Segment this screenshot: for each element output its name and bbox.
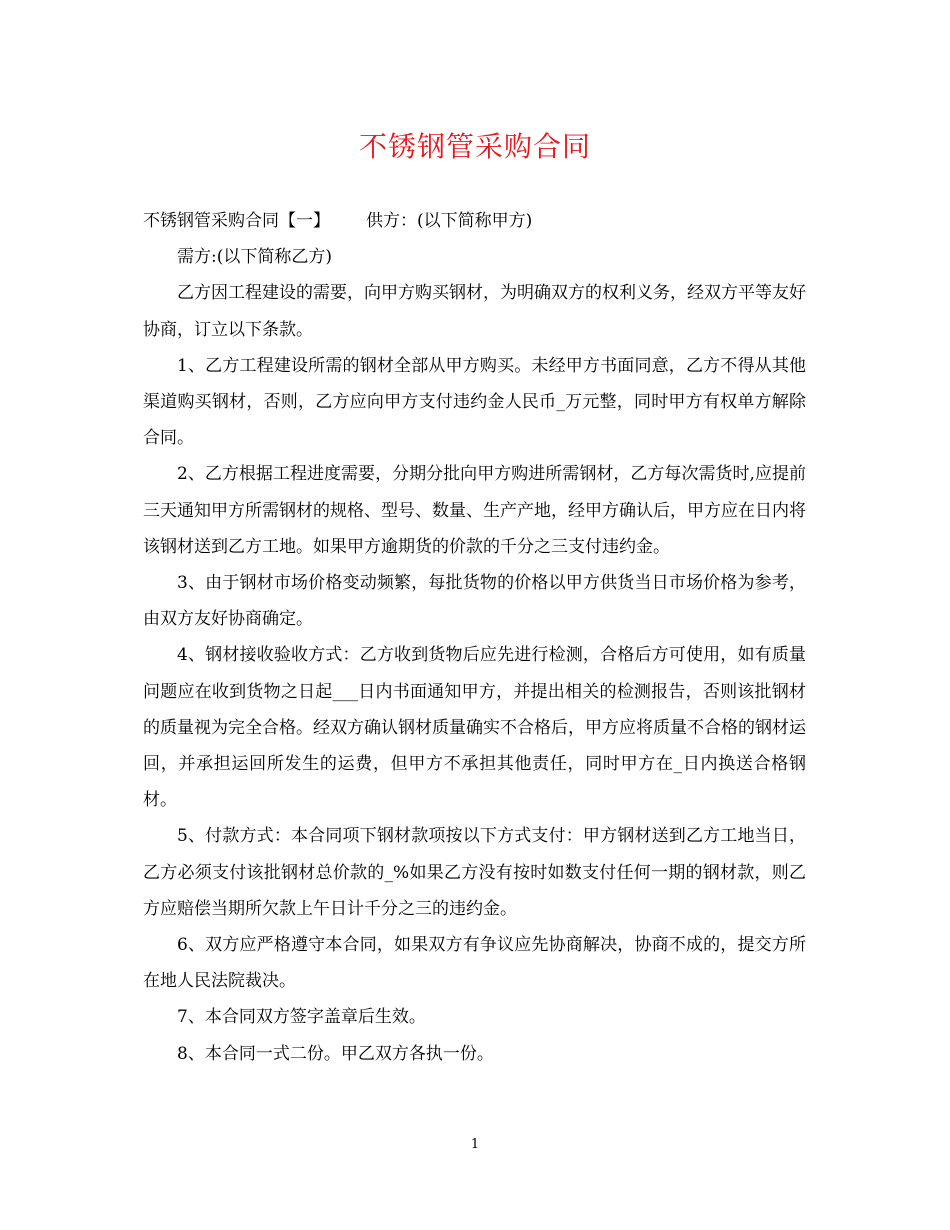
paragraph-clause-8: 8、本合同一式二份。甲乙双方各执一份。 xyxy=(177,1043,494,1064)
paragraph-clause-7: 7、本合同双方签字盖章后生效。 xyxy=(177,1007,426,1028)
heading-line-left: 不锈钢管采购合同【一】 xyxy=(143,211,330,231)
document-body xyxy=(143,203,806,1072)
paragraph-buyer: 需方:(以下简称乙方) xyxy=(177,247,332,268)
document-title: 不锈钢管采购合同 xyxy=(358,130,591,163)
paragraph-clause-6: 6、双方应严格遵守本合同，如果双方有争议应先协商解决，协商不成的，提交方所在地人民法院裁决。 xyxy=(143,935,806,992)
paragraph-clause-5: 5、付款方式：本合同项下钢材款项按以下方式支付：甲方钢材送到乙方工地当日，乙方必须支付该批钢材总价款的_%如果乙方没有按时如数支付任何一期的钢材款，则乙方应赔偿当期所欠款上午日计千分之三的违约金。 xyxy=(143,826,806,919)
page-number: 1 xyxy=(470,1137,480,1152)
paragraph-clause-1: 1、乙方工程建设所需的钢材全部从甲方购买。未经甲方书面同意，乙方不得从其他渠道购买钢材，否则，乙方应向甲方支付违约金人民币_万元整，同时甲方有权单方解除合同。 xyxy=(143,355,806,449)
paragraph-intro: 乙方因工程建设的需要，向甲方购买钢材，为明确双方的权利义务，经双方平等友好协商，订立以下条款。 xyxy=(143,283,806,340)
heading-line-right: 供方：(以下简称甲方) xyxy=(366,211,533,231)
paragraph-clause-3: 3、由于钢材市场价格变动频繁，每批货物的价格以甲方供货当日市场价格为参考，由双方友好协商确定。 xyxy=(143,573,806,630)
heading-line xyxy=(143,203,806,239)
paragraph-clause-4: 4、钢材接收验收方式：乙方收到货物后应先进行检测，合格后方可使用，如有质量问题应在收到货物之日起___日内书面通知甲方，并提出相关的检测报告，否则该批钢材的质量视为完全合格。经双方确认钢材质量确实不合格后，甲方应将质量不合格的钢材运回，并承担运回所发生的运费，但甲方不承担其他责任，同时甲方在_日内换送合格钢材。 xyxy=(143,645,806,811)
paragraph-clause-2: 2、乙方根据工程进度需要，分期分批向甲方购进所需钢材，乙方每次需货时,应提前三天通知甲方所需钢材的规格、型号、数量、生产产地，经甲方确认后，甲方应在日内将该钢材送到乙方工地。如果甲方逾期货的价款的千分之三支付违约金。 xyxy=(143,464,806,557)
